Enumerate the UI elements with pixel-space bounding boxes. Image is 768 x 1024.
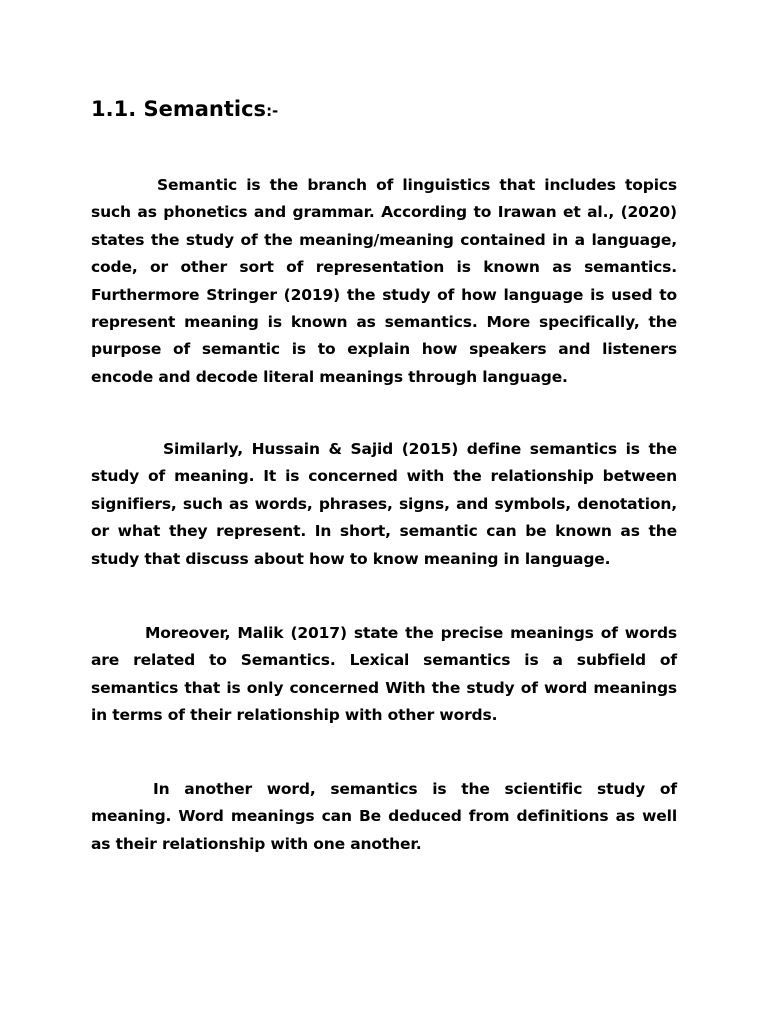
- paragraph-semantics-definition: Semantic is the branch of linguistics that includes topics such as phonetics and grammar. According to Irawan et al., (2020) states the study of the meaning/meaning contained in a language, code, or other sort of representation is known as semantics. Furthermore Stringer (2019) the study of how language is used to represent meaning is known as semantics. More specifically, the purpose of semantic is to explain how speakers and listeners encode and decode literal meanings through language.: [91, 176, 677, 386]
- paragraph-malik: Moreover, Malik (2017) state the precise meanings of words are related to Semantics. Lexical semantics is a subfield of semantics that is only concerned With the study of word meanings in terms of their relationship with other words.: [91, 624, 677, 725]
- section-title: Semantics: [143, 97, 267, 121]
- paragraph-hussain-sajid: Similarly, Hussain & Sajid (2015) define semantics is the study of meaning. It is concerned with the relationship between signifiers, such as words, phrases, signs, and symbols, denotation, or what they represent. In short, semantic can be known as the study that discuss about how to know meaning in language.: [91, 440, 677, 568]
- section-heading: [91, 95, 278, 125]
- section-number: 1.1.: [91, 97, 137, 121]
- section-title-suffix: :-: [266, 102, 279, 120]
- paragraph-conclusion: In another word, semantics is the scientific study of meaning. Word meanings can Be deduced from definitions as well as their relationship with one another.: [91, 780, 677, 853]
